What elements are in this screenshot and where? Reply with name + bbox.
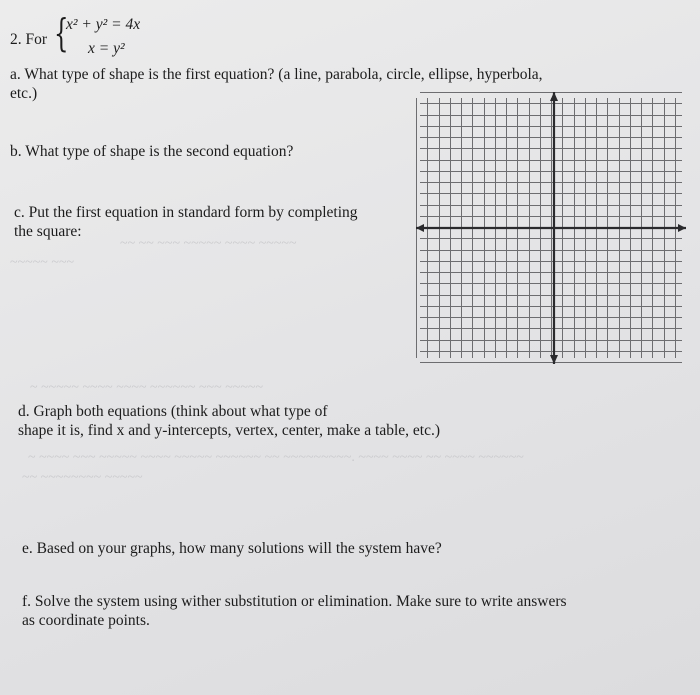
question-d-line1: d. Graph both equations (think about what type of — [18, 403, 328, 420]
bleed-through-text: ~~~~~ ~~~ — [10, 255, 75, 270]
y-axis-up-arrow — [550, 92, 558, 101]
question-c-line1: c. Put the first equation in standard form by completing — [14, 204, 358, 221]
question-a-line2: etc.) — [10, 85, 38, 102]
equation-1: x² + y² = 4x — [66, 16, 141, 33]
question-d-line2: shape it is, find x and y-intercepts, vertex, center, make a table, etc.) — [18, 422, 441, 439]
bleed-through-text: ~ ~~~~ ~~~ ~~~~~ ~~~~ ~~~~~ ~~~~~~ ~~ ~~~~~~~~~. ~~~~ ~~~~ ~~ ~~~~ ~~~~~~ — [28, 450, 524, 465]
question-e: e. Based on your graphs, how many solutions will the system have? — [22, 540, 442, 557]
bleed-through-text: ~~ ~~~~~~~~ ~~~~~ — [22, 470, 143, 485]
coordinate-grid — [416, 92, 686, 364]
equation-2: x = y² — [88, 40, 125, 57]
x-axis-left-arrow — [416, 224, 424, 232]
question-f-line1: f. Solve the system using wither substitution or elimination. Make sure to write answers — [22, 593, 567, 610]
bleed-through-text: ~~ ~~ ~~~ ~~~~~ ~~~~ ~~~~~ — [120, 236, 297, 251]
x-axis-right-arrow — [678, 224, 686, 232]
bleed-through-text: ~ ~~~~~ ~~~~ ~~~~ ~~~~~~ ~~~ ~~~~~ — [30, 380, 264, 395]
question-b: b. What type of shape is the second equation? — [10, 143, 294, 160]
question-f-line2: as coordinate points. — [22, 612, 150, 629]
problem-number: 2. For — [10, 31, 48, 48]
question-a-line1: a. What type of shape is the first equation? (a line, parabola, circle, ellipse, hyperbola, — [10, 66, 543, 83]
question-c-line2: the square: — [14, 223, 82, 240]
system-brace: { — [54, 11, 69, 55]
